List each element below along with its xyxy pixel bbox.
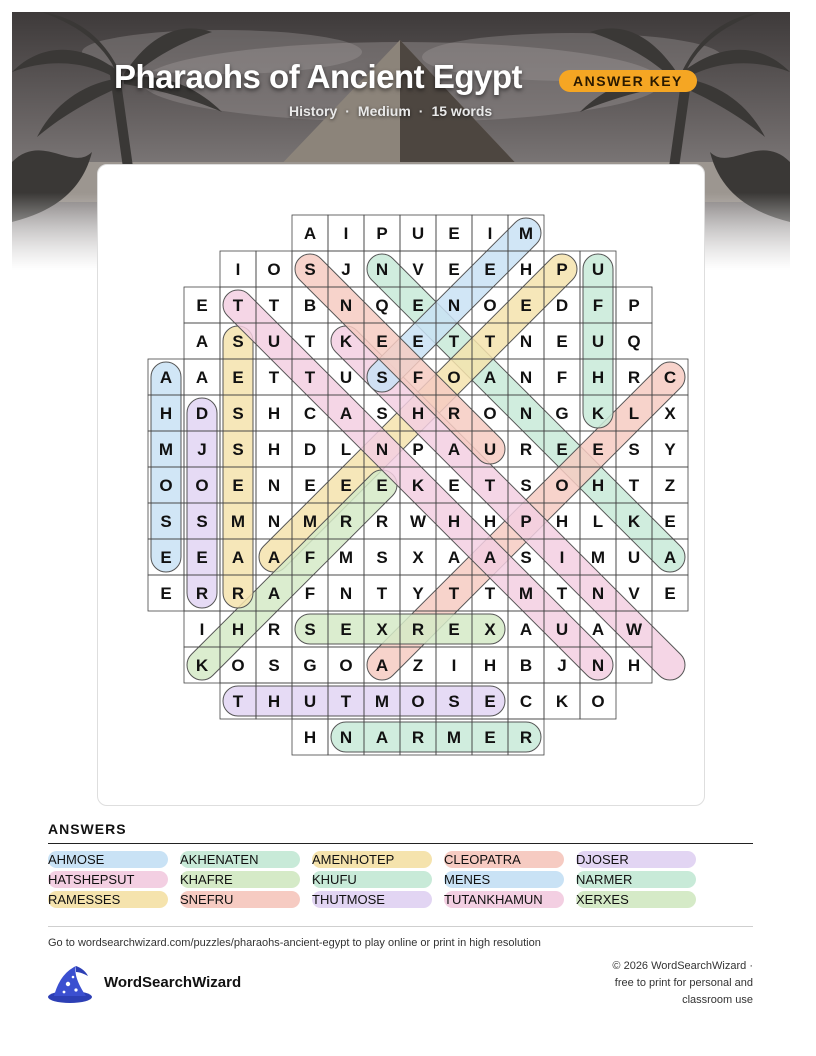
grid-letter: E [448,224,460,243]
answer-word-djoser: DJOSER [576,851,696,868]
grid-letter: C [663,368,677,387]
grid-letter: I [487,224,493,243]
grid-letter: D [303,440,317,459]
grid-letter: R [411,728,425,747]
grid-letter: T [232,296,244,315]
grid-letter: B [519,656,533,675]
grid-letter: P [412,440,424,459]
grid-letter: N [591,584,605,603]
grid-letter: X [664,404,676,423]
grid-letter: R [375,512,389,531]
grid-letter: O [591,692,605,711]
grid-letter: E [664,512,676,531]
grid-letter: U [555,620,569,639]
grid-letter: P [520,512,532,531]
grid-letter: N [519,368,533,387]
grid-letter: H [591,476,605,495]
grid-letter: S [232,440,244,459]
footer-url-text: Go to wordsearchwizard.com/puzzles/pharaohs-ancient-egypt to play online or print in high resolution [48,937,541,949]
grid-letter: Q [627,332,641,351]
grid-letter: R [267,620,281,639]
grid-letter: N [519,404,533,423]
grid-letter: O [447,368,461,387]
grid-letter: A [375,728,389,747]
grid-letter: E [160,548,172,567]
grid-letter: M [518,584,534,603]
meta-separator: · [345,103,350,119]
grid-letter: O [339,656,353,675]
grid-letter: O [483,404,497,423]
grid-letter: F [304,548,316,567]
grid-letter: M [338,548,354,567]
grid-letter: H [411,404,425,423]
grid-letter: E [304,476,316,495]
grid-letter: A [591,620,605,639]
grid-letter: O [267,260,281,279]
grid-letter: T [304,368,316,387]
grid-letter: U [627,548,641,567]
grid-letter: R [627,368,641,387]
grid-letter: I [235,260,241,279]
grid-letter: F [556,368,568,387]
grid-letter: T [304,332,316,351]
word-count-label: 15 words [431,103,493,119]
grid-letter: R [447,404,461,423]
grid-letter: S [628,440,640,459]
grid-letter: W [409,512,427,531]
subject-label: History [289,103,338,119]
grid-letter: S [268,656,280,675]
grid-letter: A [267,548,281,567]
answer-word-xerxes: XERXES [576,891,696,908]
grid-letter: S [232,404,244,423]
grid-letter: N [375,260,389,279]
grid-letter: E [448,476,460,495]
grid-letter: U [483,440,497,459]
grid-letter: A [159,368,173,387]
grid-letter: U [303,692,317,711]
grid-letter: C [519,692,533,711]
grid-letter: N [447,296,461,315]
grid-letter: R [519,728,533,747]
answer-word-snefru: SNEFRU [180,891,300,908]
grid-letter: A [483,548,497,567]
grid-letter: N [267,476,281,495]
grid-letter: J [341,260,351,279]
grid-letter: R [519,440,533,459]
grid-letter: O [483,296,497,315]
grid-letter: V [412,260,424,279]
grid-letter: U [411,224,425,243]
copyright-text [583,958,753,1009]
grid-letter: K [339,332,353,351]
grid-letter: C [303,404,317,423]
grid-letter: M [374,692,390,711]
grid-letter: D [195,404,209,423]
grid-letter: E [340,476,352,495]
answer-key-badge: ANSWER KEY [559,70,697,92]
grid-letter: H [303,728,317,747]
grid-letter: A [267,584,281,603]
grid-letter: T [556,584,568,603]
grid-letter: N [339,728,353,747]
grid-letter: E [520,296,532,315]
grid-letter: H [159,404,173,423]
grid-letter: K [591,404,605,423]
grid-letter: E [448,260,460,279]
grid-letter: A [447,548,461,567]
puzzle-card [97,164,705,806]
grid-letter: H [447,512,461,531]
grid-letter: F [592,296,604,315]
grid-letter: A [195,368,209,387]
grid-letter: J [557,656,567,675]
grid-letter: N [375,440,389,459]
grid-letter: I [559,548,565,567]
grid-letter: G [555,404,569,423]
copyright-line: free to print for personal and [614,977,753,989]
grid-letter: E [556,332,568,351]
grid-letter: I [451,656,457,675]
grid-letter: H [483,656,497,675]
grid-letter: N [519,332,533,351]
grid-letter: A [447,440,461,459]
grid-letter: E [340,620,352,639]
grid-letter: H [267,692,281,711]
grid-letter: V [628,584,640,603]
grid-letter: T [268,296,280,315]
grid-letter: E [592,440,604,459]
grid-letter: A [519,620,533,639]
grid-letter: T [448,332,460,351]
copyright-line: © 2026 WordSearchWizard · [612,960,753,972]
grid-letter: E [664,584,676,603]
grid-letter: E [412,296,424,315]
grid-letter: E [484,260,496,279]
grid-letter: A [195,332,209,351]
grid-letter: P [628,296,640,315]
grid-letter: N [339,296,353,315]
grid-letter: P [376,224,388,243]
grid-letter: U [591,332,605,351]
answer-word-menes: MENES [444,871,564,888]
grid-letter: T [448,584,460,603]
grid-letter: M [590,548,606,567]
grid-letter: N [591,656,605,675]
grid-letter: Q [375,296,389,315]
grid-letter: R [231,584,245,603]
grid-letter: S [520,548,532,567]
grid-letter: O [195,476,209,495]
grid-letter: H [267,404,281,423]
grid-letter: S [232,332,244,351]
grid-letter: H [591,368,605,387]
grid-letter: H [483,512,497,531]
answer-word-cleopatra: CLEOPATRA [444,851,564,868]
grid-letter: T [232,692,244,711]
grid-letter: Y [412,584,424,603]
grid-letter: E [484,692,496,711]
grid-letter: M [230,512,246,531]
grid-letter: T [484,584,496,603]
grid-letter: W [625,620,643,639]
grid-letter: E [160,584,172,603]
grid-letter: Y [664,440,676,459]
answer-word-narmer: NARMER [576,871,696,888]
word-search-grid [98,165,704,805]
grid-letter: E [376,476,388,495]
grid-letter: M [158,440,174,459]
grid-letter: K [195,656,209,675]
answer-word-ahmose: AHMOSE [48,851,168,868]
grid-letter: K [627,512,641,531]
grid-letter: N [339,584,353,603]
answer-word-tutankhamun: TUTANKHAMUN [444,891,564,908]
grid-letter: H [627,656,641,675]
grid-letter: E [232,476,244,495]
answers-heading: ANSWERS [48,821,127,837]
answer-word-hatshepsut: HATSHEPSUT [48,871,168,888]
puzzle-meta [289,103,492,119]
grid-letter: F [304,584,316,603]
grid-letter: E [556,440,568,459]
grid-letter: A [483,368,497,387]
answer-word-amenhotep: AMENHOTEP [312,851,432,868]
grid-letter: E [196,296,208,315]
grid-letter: R [195,584,209,603]
grid-letter: S [304,620,316,639]
grid-letter: G [303,656,317,675]
grid-letter: Z [664,476,676,495]
grid-letter: E [196,548,208,567]
grid-letter: K [555,692,569,711]
grid-letter: P [556,260,568,279]
grid-letter: R [411,620,425,639]
difficulty-label: Medium [357,103,411,119]
grid-letter: F [412,368,424,387]
grid-letter: S [448,692,460,711]
grid-letter: O [231,656,245,675]
grid-letter: Z [412,656,424,675]
grid-letter: X [484,620,496,639]
copyright-line: classroom use [682,994,753,1006]
grid-letter: I [199,620,205,639]
grid-letter: S [304,260,316,279]
grid-letter: X [376,620,388,639]
grid-letter: A [339,404,353,423]
answer-word-khufu: KHUFU [312,871,432,888]
grid-letter: H [555,512,569,531]
grid-letter: A [231,548,245,567]
grid-letter: J [197,440,207,459]
grid-letter: B [303,296,317,315]
answer-word-akhenaten: AKHENATEN [180,851,300,868]
answer-word-khafre: KHAFRE [180,871,300,888]
grid-letter: T [340,692,352,711]
grid-letter: L [340,440,352,459]
answer-word-thutmose: THUTMOSE [312,891,432,908]
grid-letter: T [376,584,388,603]
grid-letter: R [339,512,353,531]
page-title: Pharaohs of Ancient Egypt [114,58,522,95]
grid-letter: U [591,260,605,279]
grid-letter: H [231,620,245,639]
grid-letter: U [267,332,281,351]
grid-letter: M [302,512,318,531]
grid-letter: A [663,548,677,567]
wizard-hat-icon [46,964,94,1004]
grid-letter: M [518,224,534,243]
grid-letter: O [411,692,425,711]
meta-separator: · [418,103,424,119]
grid-letter: H [519,260,533,279]
grid-letter: E [232,368,244,387]
grid-letter: A [303,224,317,243]
grid-letter: L [592,512,604,531]
answer-word-ramesses: RAMESSES [48,891,168,908]
grid-letter: T [268,368,280,387]
grid-letter: A [375,656,389,675]
grid-letter: E [448,620,460,639]
grid-letter: E [484,728,496,747]
grid-letter: E [412,332,424,351]
grid-letter: K [411,476,425,495]
grid-letter: L [628,404,640,423]
grid-letter: S [376,404,388,423]
grid-letter: H [267,440,281,459]
grid-letter: U [339,368,353,387]
grid-letter: S [376,548,388,567]
grid-letter: S [520,476,532,495]
grid-letter: T [628,476,640,495]
divider [48,926,753,927]
grid-letter: S [160,512,172,531]
grid-letter: T [484,332,496,351]
divider [48,843,753,844]
grid-letter: O [555,476,569,495]
grid-letter: E [376,332,388,351]
grid-letter: X [412,548,424,567]
grid-letter: S [196,512,208,531]
grid-letter: T [484,476,496,495]
grid-letter: D [555,296,569,315]
grid-letter: O [159,476,173,495]
grid-letter: S [376,368,388,387]
grid-letter: N [267,512,281,531]
grid-letter: M [446,728,462,747]
brand-name: WordSearchWizard [104,974,242,991]
grid-letter: I [343,224,349,243]
